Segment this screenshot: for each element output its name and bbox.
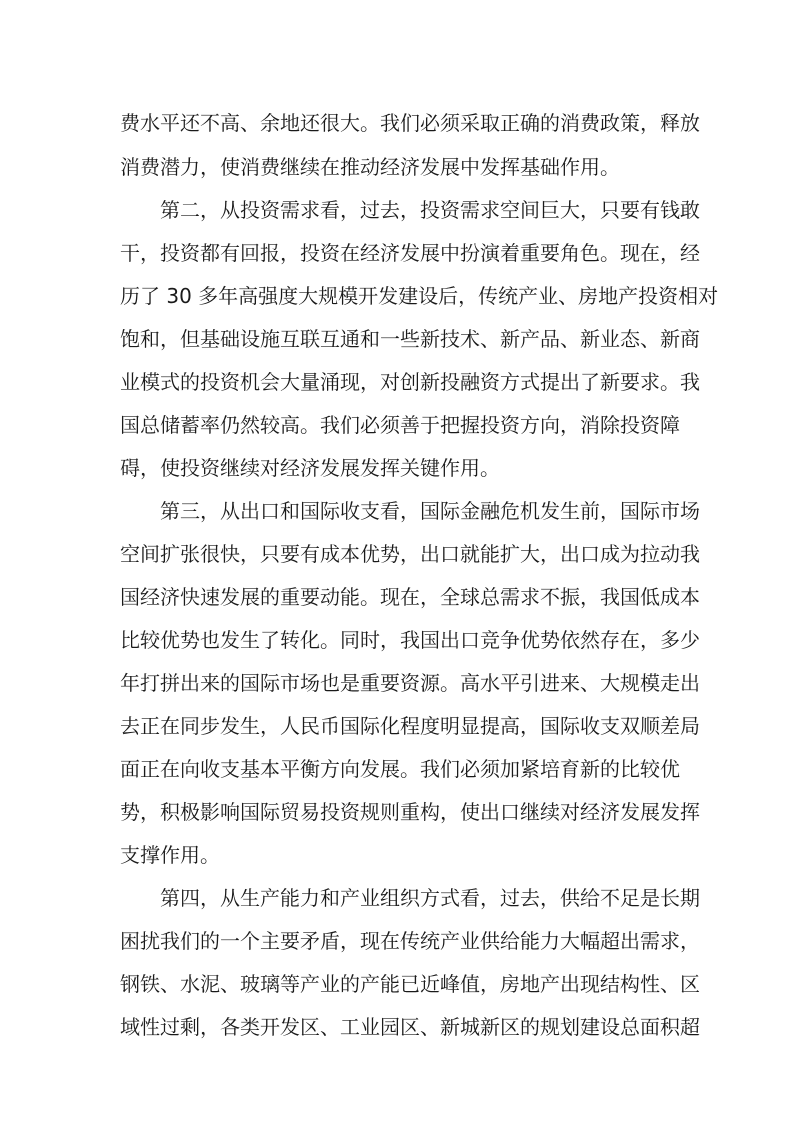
text-line: 费水平还不高、余地还很大。我们必须采取正确的消费政策，释放 xyxy=(120,111,700,135)
text-line: 去正在同步发生，人民币国际化程度明显提高，国际收支双顺差局 xyxy=(120,714,700,738)
paragraph-first-line: 第二，从投资需求看，过去，投资需求空间巨大，只要有钱敢 xyxy=(160,198,700,222)
text-line: 势，积极影响国际贸易投资规则重构，使出口继续对经济发展发挥 xyxy=(120,800,700,824)
text-line: 碍，使投资继续对经济发展发挥关键作用。 xyxy=(120,456,500,480)
text-line: 历了 30 多年高强度大规模开发建设后，传统产业、房地产投资相对 xyxy=(120,284,719,308)
text-line: 比较优势也发生了转化。同时，我国出口竞争优势依然存在，多少 xyxy=(120,628,700,652)
paragraph-first-line: 第三，从出口和国际收支看，国际金融危机发生前，国际市场 xyxy=(160,499,700,523)
text-line: 国经济快速发展的重要动能。现在，全球总需求不振，我国低成本 xyxy=(120,585,700,609)
text-line: 饱和，但基础设施互联互通和一些新技术、新产品、新业态、新商 xyxy=(120,327,700,351)
text-line: 年打拼出来的国际市场也是重要资源。高水平引进来、大规模走出 xyxy=(120,671,700,695)
text-line: 干，投资都有回报，投资在经济发展中扮演着重要角色。现在，经 xyxy=(120,241,700,265)
text-line: 困扰我们的一个主要矛盾，现在传统产业供给能力大幅超出需求， xyxy=(120,929,700,953)
text-line: 钢铁、水泥、玻璃等产业的产能已近峰值，房地产出现结构性、区 xyxy=(120,972,700,996)
paragraph-first-line: 第四，从生产能力和产业组织方式看，过去，供给不足是长期 xyxy=(160,886,700,910)
text-line: 域性过剩，各类开发区、工业园区、新城新区的规划建设总面积超 xyxy=(120,1015,700,1039)
text-line: 面正在向收支基本平衡方向发展。我们必须加紧培育新的比较优 xyxy=(120,757,680,781)
text-line: 支撑作用。 xyxy=(120,843,220,867)
text-line: 消费潜力，使消费继续在推动经济发展中发挥基础作用。 xyxy=(120,155,620,179)
text-line: 业模式的投资机会大量涌现，对创新投融资方式提出了新要求。我 xyxy=(120,370,700,394)
text-line: 国总储蓄率仍然较高。我们必须善于把握投资方向，消除投资障 xyxy=(120,413,680,437)
text-line: 空间扩张很快，只要有成本优势，出口就能扩大，出口成为拉动我 xyxy=(120,542,700,566)
